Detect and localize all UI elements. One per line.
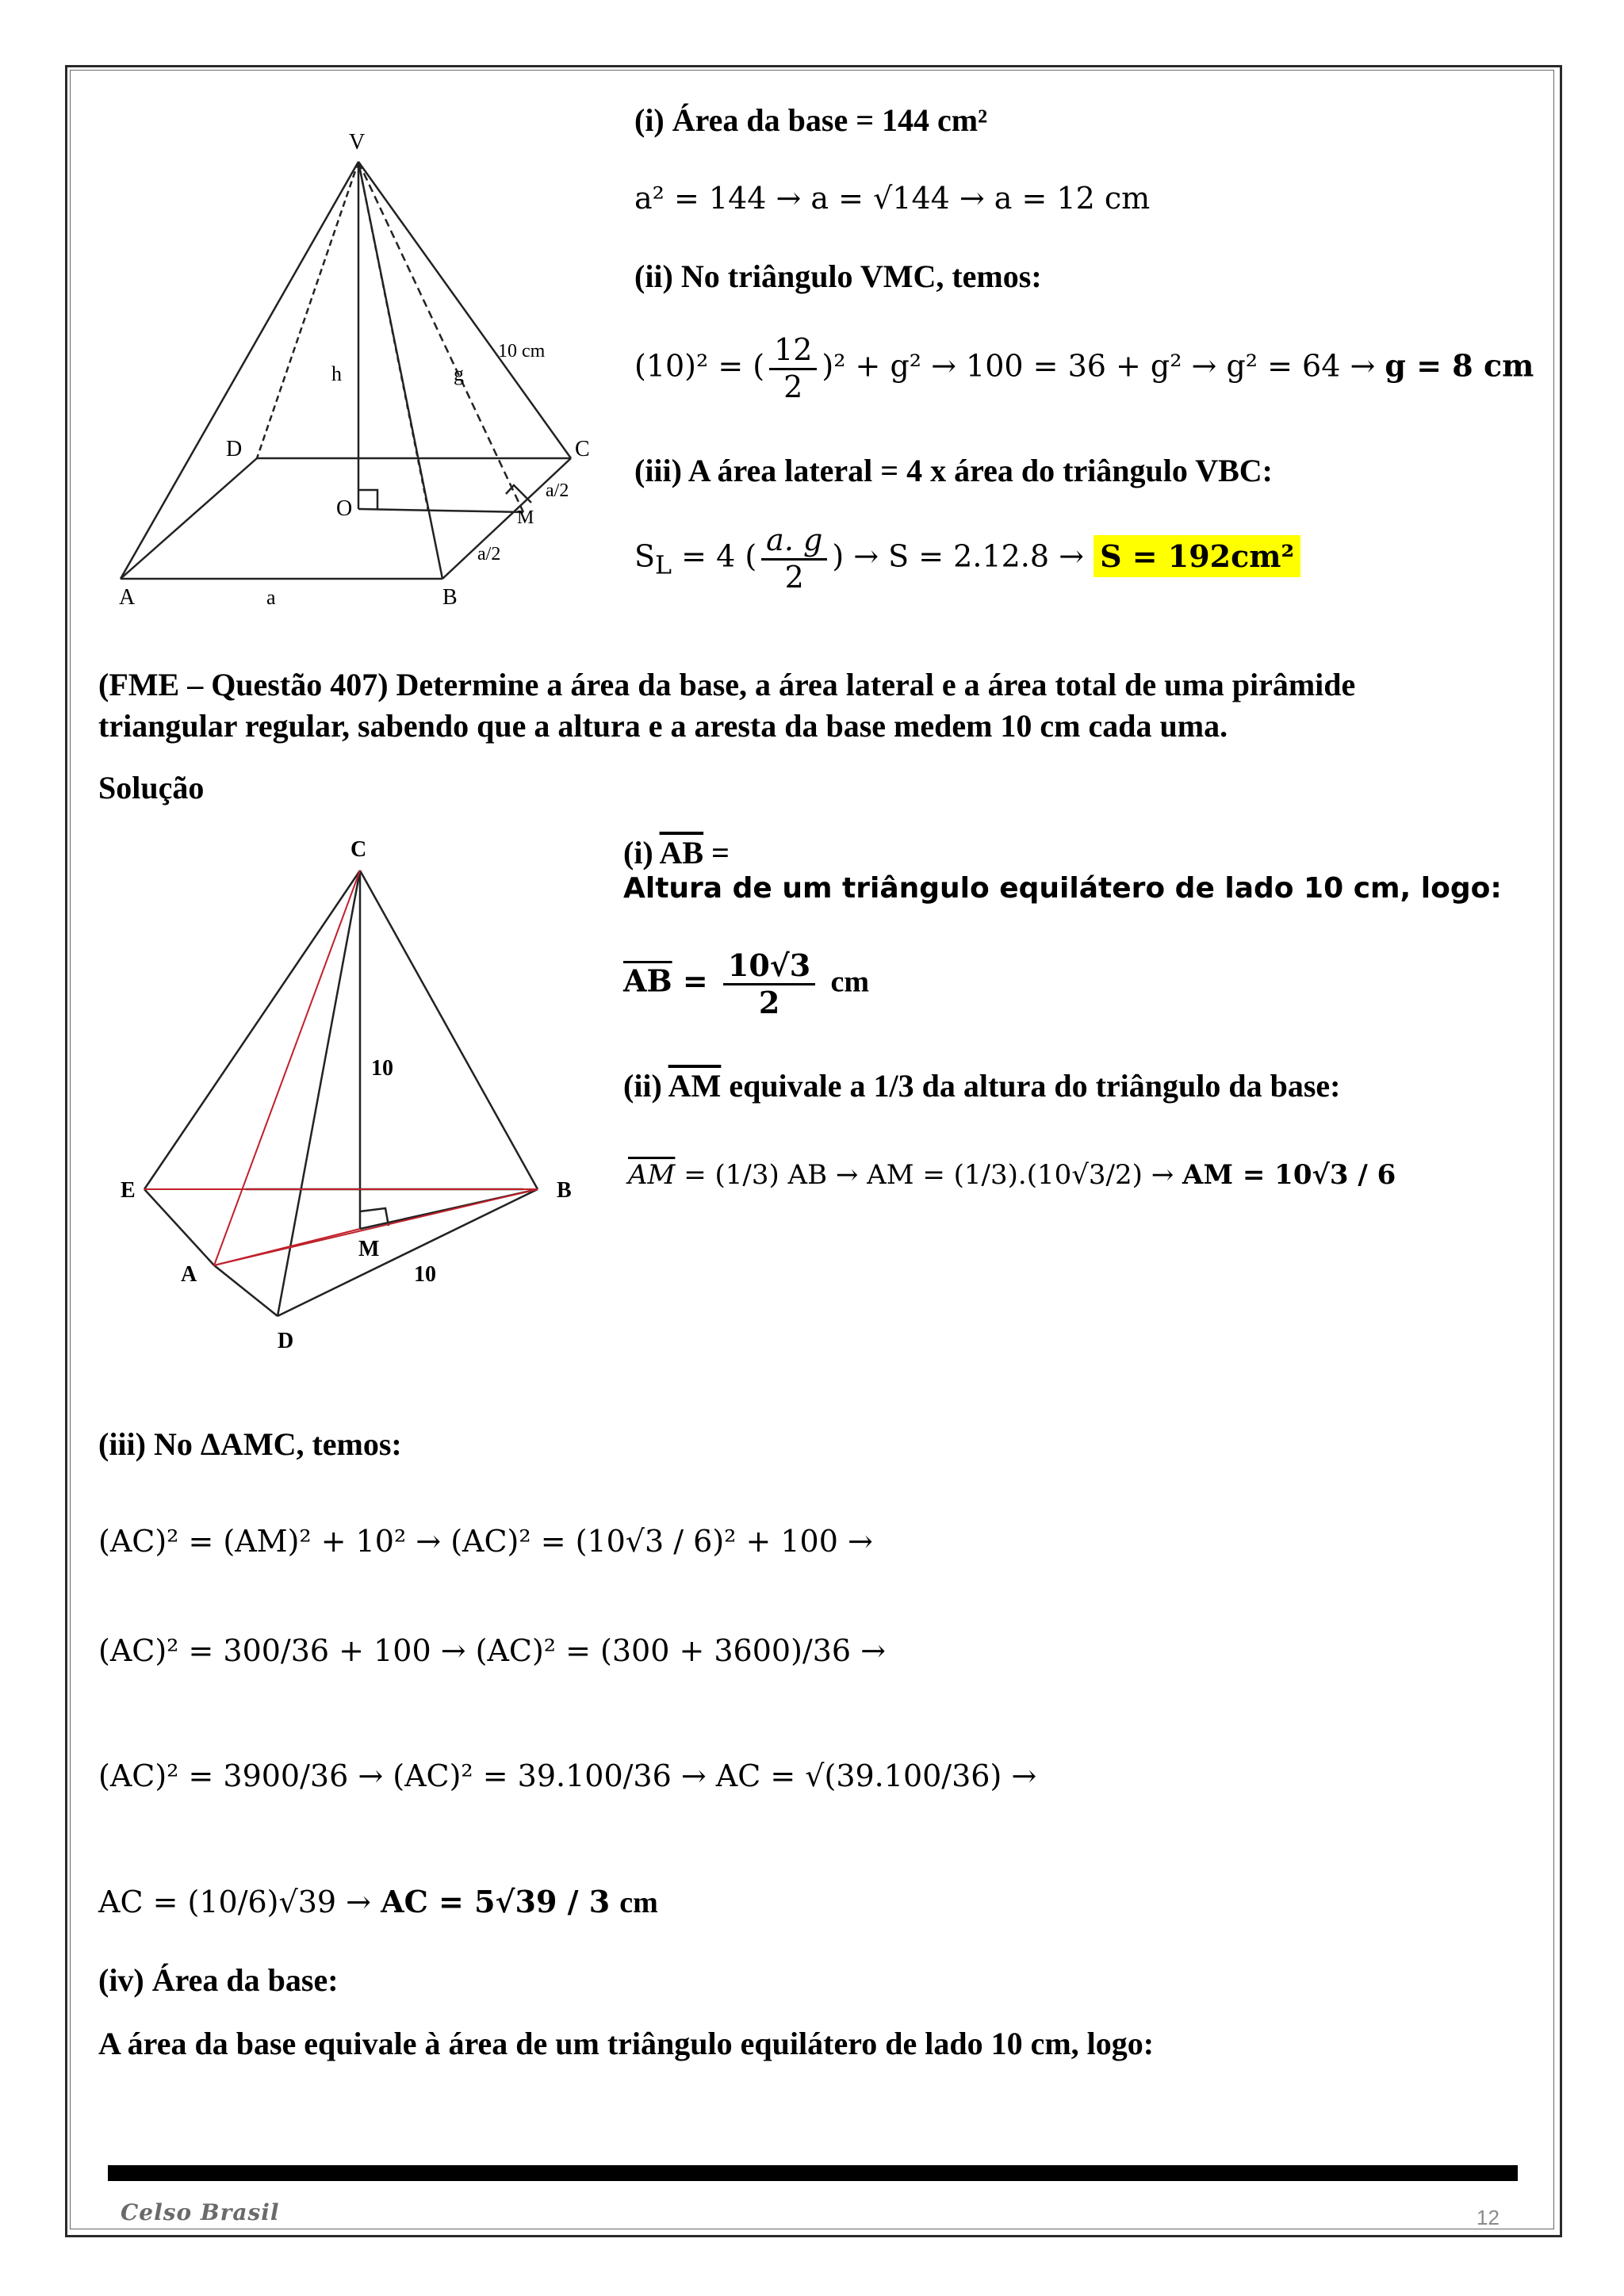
label-V: V bbox=[349, 130, 366, 155]
label-M: M bbox=[358, 1237, 380, 1261]
segment-OM bbox=[358, 509, 523, 512]
step3-formula-part-d: = 2.12.8 → bbox=[918, 538, 1084, 574]
part1-step2-formula bbox=[634, 333, 1534, 404]
label-h: h bbox=[331, 362, 342, 385]
step1-prefix: (i) bbox=[623, 835, 660, 871]
part3-line1: (AC)² = (AM)² + 10² → (AC)² = (10√3 / 6)² + 100 → bbox=[98, 1524, 873, 1559]
label-B: B bbox=[442, 585, 458, 610]
label-C: C bbox=[350, 837, 367, 862]
part3-step3-title: (iii) No ΔAMC, temos: bbox=[98, 1426, 402, 1462]
part2-step1-result: $\overline{AB}$ = $\frac{10√3}{2}$ cm bbox=[623, 947, 869, 1020]
part1-step3-title: (iii) A área lateral = 4 x área do triângulo VBC: bbox=[634, 453, 1273, 488]
part1-step2-title: (ii) No triângulo VMC, temos: bbox=[634, 258, 1042, 294]
step1-frac-den: 2 bbox=[758, 984, 780, 1020]
step2-result: g = 8 cm bbox=[1385, 347, 1534, 384]
part1-step1-formula: a² = 144 → a = √144 → a = 12 cm bbox=[634, 181, 1151, 216]
edge-CE bbox=[144, 871, 360, 1189]
line4-part-a: AC = (10/6)√39 → bbox=[98, 1885, 371, 1919]
part3-step4-text: A área da base equivale à área de um triângulo equilátero de lado 10 cm, logo: bbox=[98, 2026, 1155, 2061]
step2-frac-den: 2 bbox=[783, 369, 803, 404]
label-half-a-lower: a/2 bbox=[477, 544, 501, 564]
footer-bar bbox=[108, 2165, 1518, 2181]
step1-lhs-AB: $\overline{AB}$ bbox=[623, 962, 672, 999]
part1-step3-formula bbox=[634, 523, 1300, 595]
edge-VA bbox=[121, 162, 358, 579]
label-E: E bbox=[121, 1178, 136, 1203]
label-D: D bbox=[226, 437, 243, 461]
footer-author: Celso Brasil bbox=[121, 2199, 280, 2225]
label-g: g bbox=[454, 362, 464, 385]
right-angle-O bbox=[358, 490, 377, 509]
edge-DB bbox=[278, 1189, 538, 1316]
step2-fraction bbox=[769, 333, 817, 404]
part2-step1-line2: Altura de um triângulo equilátero de lado 10 cm, logo: bbox=[623, 872, 1502, 905]
step2-formula-part-a: (10)² = ( bbox=[634, 348, 765, 384]
edge-AD bbox=[214, 1265, 278, 1316]
edge-VD bbox=[257, 162, 358, 458]
step2-formula-part-b: )² + g² → 100 = 36 + g² → g² = 64 → bbox=[822, 348, 1376, 384]
step2-result: AM = 10√3 / 6 bbox=[1182, 1159, 1396, 1191]
step1-segment-AB: $\overline{AB}$ bbox=[659, 835, 704, 871]
red-edge-CA bbox=[214, 871, 360, 1265]
line4-unit: cm bbox=[619, 1886, 658, 1919]
step3-formula-part-b: = 4 ( bbox=[681, 538, 757, 574]
step3-sub: L bbox=[655, 551, 672, 580]
edge-CB bbox=[360, 871, 538, 1189]
edge-VC bbox=[358, 162, 571, 458]
step3-s: S bbox=[634, 538, 656, 574]
step3-fraction bbox=[761, 523, 827, 595]
part1-step1-title: (i) Área da base = 144 cm² bbox=[634, 102, 988, 138]
edge-CD bbox=[278, 871, 360, 1316]
step1-eq: = bbox=[703, 835, 730, 871]
label-B: B bbox=[557, 1178, 572, 1203]
step3-formula-part-c: ) → S bbox=[832, 538, 910, 574]
step3-frac-den: 2 bbox=[784, 559, 804, 595]
step2-text: equivale a 1/3 da altura do triângulo da base: bbox=[721, 1068, 1341, 1104]
label-height-10: 10 bbox=[371, 1056, 393, 1081]
step1-fraction bbox=[723, 948, 815, 1020]
label-D: D bbox=[278, 1329, 294, 1353]
part2-step2-formula bbox=[628, 1159, 1396, 1191]
step2-formula-lhs: $\overline{AM}$ bbox=[628, 1159, 676, 1191]
label-A: A bbox=[119, 585, 136, 610]
step3-frac-num: a. g bbox=[761, 523, 827, 561]
solution-label: Solução bbox=[98, 770, 205, 806]
page-number: 12 bbox=[1477, 2206, 1500, 2229]
part2-step1-title bbox=[623, 834, 730, 871]
label-A: A bbox=[181, 1262, 197, 1287]
question-line1: (FME – Questão 407) Determine a área da base, a área lateral e a área total de uma pirâmide bbox=[98, 667, 1356, 702]
part3-step4-title: (iv) Área da base: bbox=[98, 1962, 339, 1998]
part3-line4 bbox=[98, 1884, 658, 1920]
step2-frac-num: 12 bbox=[769, 333, 817, 370]
part3-line2: (AC)² = 300/36 + 100 → (AC)² = (300 + 3600)/36 → bbox=[98, 1633, 886, 1668]
part3-line3: (AC)² = 3900/36 → (AC)² = 39.100/36 → AC = √(39.100/36) → bbox=[98, 1758, 1037, 1793]
line4-result: AC = 5√39 / 3 bbox=[381, 1884, 611, 1919]
edge-EA bbox=[144, 1189, 214, 1265]
step2-formula-mid: = (1/3) AB → AM = (1/3).(10√3/2) → bbox=[684, 1159, 1174, 1191]
label-edge-10: 10 bbox=[414, 1262, 436, 1287]
label-M: M bbox=[517, 507, 534, 528]
step2-segment-AM: $\overline{AM}$ bbox=[668, 1068, 722, 1104]
base-AD bbox=[121, 458, 257, 579]
label-C: C bbox=[575, 437, 590, 461]
label-O: O bbox=[336, 496, 353, 521]
label-half-a-upper: a/2 bbox=[546, 480, 569, 501]
apothem-g bbox=[358, 162, 523, 512]
triangular-pyramid-figure bbox=[111, 832, 603, 1364]
square-pyramid-figure bbox=[111, 119, 603, 610]
step1-unit: cm bbox=[830, 965, 869, 999]
step3-result-highlight: S = 192cm² bbox=[1094, 535, 1300, 577]
question-line2: triangular regular, sabendo que a altura e a aresta da base medem 10 cm cada uma. bbox=[98, 708, 1228, 744]
step1-frac-num: 10√3 bbox=[723, 948, 815, 985]
label-edge-10cm: 10 cm bbox=[498, 341, 546, 362]
step2-prefix: (ii) bbox=[623, 1068, 668, 1104]
label-a: a bbox=[266, 586, 276, 609]
part2-step2-title bbox=[623, 1067, 1341, 1104]
